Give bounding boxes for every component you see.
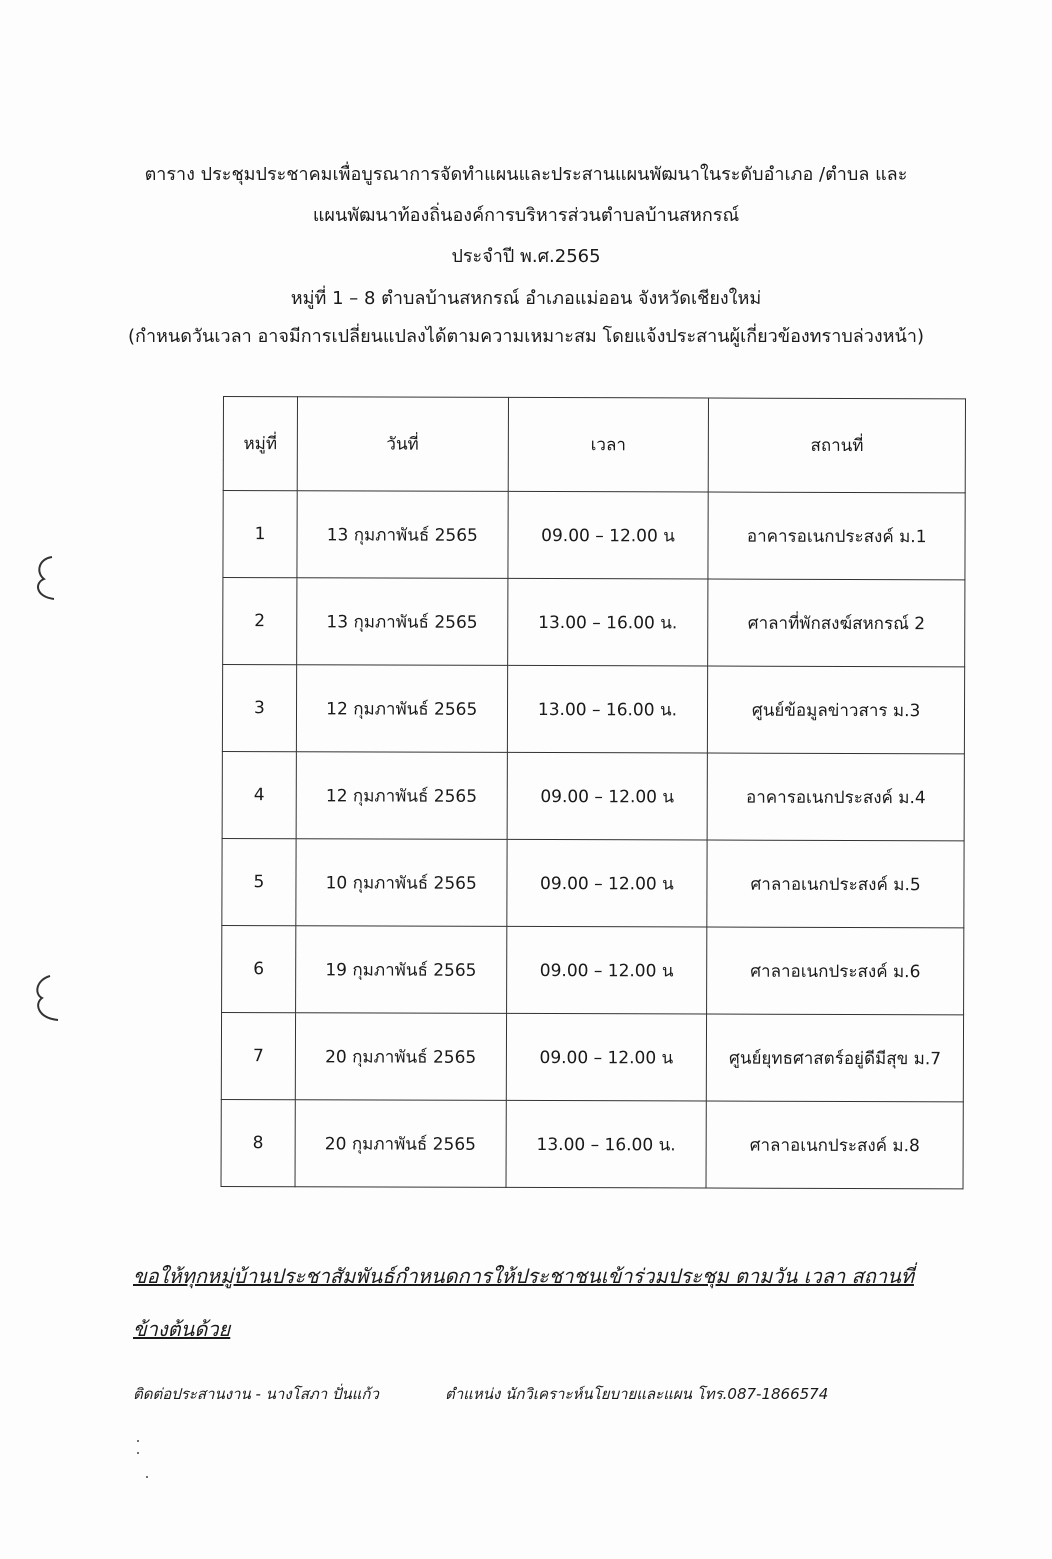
- cell-time: 13.00 – 16.00 น.: [507, 578, 708, 666]
- cell-time: 09.00 – 12.00 น: [508, 491, 709, 579]
- cell-place: ศูนย์ข้อมูลข่าวสาร ม.3: [708, 666, 965, 754]
- cell-time: 09.00 – 12.00 น: [506, 1013, 707, 1101]
- table-header-row: [223, 397, 965, 493]
- cell-date: 20 กุมภาพันธ์ 2565: [295, 1100, 506, 1188]
- cell-village: 5: [222, 838, 296, 925]
- cell-date: 13 กุมภาพันธ์ 2565: [297, 491, 508, 579]
- cell-date: 13 กุมภาพันธ์ 2565: [297, 578, 508, 666]
- cell-place: ศาลาอเนกประสงค์ ม.8: [706, 1101, 963, 1189]
- cell-date: 20 กุมภาพันธ์ 2565: [295, 1013, 506, 1101]
- table-row: [222, 838, 964, 927]
- cell-time: 13.00 – 16.00 น.: [507, 665, 708, 753]
- table-row: [221, 1012, 963, 1101]
- cell-time: 09.00 – 12.00 น: [506, 839, 707, 927]
- header-line-5: (กำหนดวันเวลา อาจมีการเปลี่ยนแปลงได้ตามความเหมาะสม โดยแจ้งประสานผู้เกี่ยวข้องทราบล่วงหน้า): [128, 326, 924, 347]
- cell-place: ศาลาอเนกประสงค์ ม.5: [707, 840, 964, 928]
- header-line-3: ประจำปี พ.ศ.2565: [451, 246, 601, 267]
- cell-village: 1: [223, 491, 297, 578]
- speck: [137, 1452, 139, 1454]
- speck: [137, 1440, 139, 1442]
- header-line-1: ตาราง ประชุมประชาคมเพื่อบูรณาการจัดทำแผนและประสานแผนพัฒนาในระดับอำเภอ /ตำบล และ: [144, 164, 908, 185]
- table-row: [223, 578, 965, 667]
- cell-place: อาคารอเนกประสงค์ ม.4: [707, 753, 964, 841]
- table-row: [222, 925, 964, 1014]
- table-row: [222, 665, 964, 754]
- punch-mark: [30, 972, 60, 1022]
- contact-person: ติดต่อประสานงาน - นางโสภา ปั่นแก้ว: [133, 1385, 379, 1403]
- table-row: [221, 1099, 963, 1188]
- cell-place: อาคารอเนกประสงค์ ม.1: [708, 492, 965, 580]
- col-header-time: เวลา: [508, 397, 709, 492]
- cell-date: 19 กุมภาพันธ์ 2565: [295, 926, 506, 1014]
- cell-time: 13.00 – 16.00 น.: [506, 1100, 707, 1188]
- cell-village: 8: [221, 1099, 295, 1186]
- cell-place: ศาลาที่พักสงฆ์สหกรณ์ 2: [708, 579, 965, 667]
- col-header-date: วันที่: [297, 397, 508, 492]
- cell-date: 12 กุมภาพันธ์ 2565: [296, 752, 507, 840]
- cell-village: 4: [222, 751, 296, 838]
- header-line-4: หมู่ที่ 1 – 8 ตำบลบ้านสหกรณ์ อำเภอแม่ออน จังหวัดเชียงใหม่: [290, 288, 762, 309]
- cell-village: 7: [221, 1012, 295, 1099]
- cell-village: 2: [223, 578, 297, 665]
- note-line-2: ข้างต้นด้วย: [133, 1317, 231, 1341]
- speck: [146, 1476, 148, 1478]
- cell-place: ศูนย์ยุทธศาสตร์อยู่ดีมีสุข ม.7: [707, 1014, 964, 1102]
- header-line-2: แผนพัฒนาท้องถิ่นองค์การบริหารส่วนตำบลบ้านสหกรณ์: [312, 205, 740, 226]
- table-row: [223, 491, 965, 580]
- punch-mark: [30, 553, 60, 603]
- table-row: [222, 751, 964, 840]
- col-header-village: หมู่ที่: [223, 397, 297, 491]
- cell-date: 10 กุมภาพันธ์ 2565: [296, 839, 507, 927]
- cell-time: 09.00 – 12.00 น: [507, 752, 708, 840]
- schedule-table: [221, 396, 966, 1189]
- cell-place: ศาลาอเนกประสงค์ ม.6: [707, 927, 964, 1015]
- cell-time: 09.00 – 12.00 น: [506, 926, 707, 1014]
- note-line-1: ขอให้ทุกหมู่บ้านประชาสัมพันธ์กำหนดการให้ประชาชนเข้าร่วมประชุม ตามวัน เวลา สถานที่: [133, 1264, 914, 1288]
- cell-village: 3: [222, 665, 296, 752]
- cell-village: 6: [222, 925, 296, 1012]
- cell-date: 12 กุมภาพันธ์ 2565: [296, 665, 507, 753]
- col-header-place: สถานที่: [708, 398, 965, 493]
- contact-position: ตำแหน่ง นักวิเคราะห์นโยบายและแผน โทร.087-1866574: [445, 1385, 829, 1403]
